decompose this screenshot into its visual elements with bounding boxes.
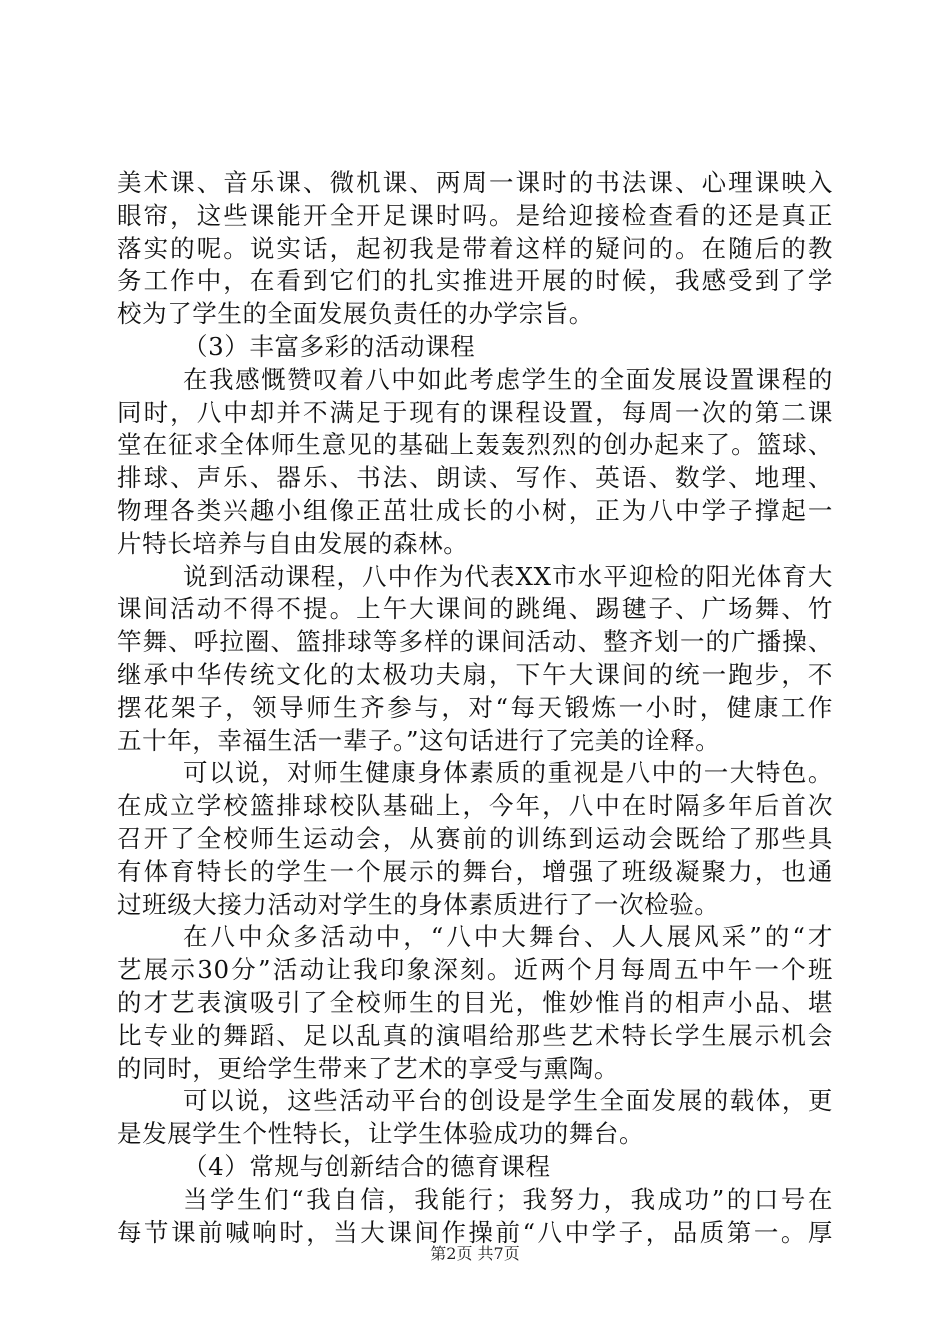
paragraph xyxy=(117,1184,833,1250)
text-line: 说到活动课程，八中作为代表XX市水平迎检的阳光体育大 xyxy=(183,561,833,591)
text-line: 在八中众多活动中，“八中大舞台、人人展风采”的“才 xyxy=(183,922,833,952)
text-line: 比专业的舞蹈、足以乱真的演唱给那些艺术特长学生展示机会 xyxy=(117,1020,833,1050)
text-line: 校为了学生的全面发展负责任的办学宗旨。 xyxy=(117,299,594,329)
paragraph xyxy=(117,1085,833,1151)
text-line: 可以说，对师生健康身体素质的重视是八中的一大特色。 xyxy=(183,758,833,788)
text-line: （4）常规与创新结合的德育课程 xyxy=(183,1151,551,1181)
text-line: 可以说，这些活动平台的创设是学生全面发展的载体，更 xyxy=(183,1086,833,1116)
text-line: 眼帘，这些课能开全开足课时吗。是给迎接检查看的还是真正 xyxy=(117,200,833,230)
text-line: 的同时，更给学生带来了艺术的享受与熏陶。 xyxy=(117,1053,619,1083)
text-line: 每节课前喊响时，当大课间作操前“八中学子，品质第一。厚 xyxy=(117,1217,833,1247)
text-line: 片特长培养与自由发展的森林。 xyxy=(117,528,469,558)
text-line: 同时，八中却并不满足于现有的课程设置，每周一次的第二课 xyxy=(117,397,833,427)
paragraph xyxy=(117,757,833,921)
text-line: 摆花架子，领导师生齐参与，对“每天锻炼一小时，健康工作 xyxy=(117,692,833,722)
text-line: 务工作中，在看到它们的扎实推进开展的时候，我感受到了学 xyxy=(117,266,833,296)
text-line: 的才艺表演吸引了全校师生的目光，惟妙惟肖的相声小品、堪 xyxy=(117,987,833,1017)
text-line: 物理各类兴趣小组像正茁壮成长的小树，正为八中学子撑起一 xyxy=(117,495,833,525)
text-line: 有体育特长的学生一个展示的舞台，增强了班级凝聚力，也通 xyxy=(117,856,833,886)
text-line: 堂在征求全体师生意见的基础上轰轰烈烈的创办起来了。篮球、 xyxy=(117,430,833,460)
text-line: 继承中华传统文化的太极功夫扇，下午大课间的统一跑步，不 xyxy=(117,659,833,689)
text-line: 召开了全校师生运动会，从赛前的训练到运动会既给了那些具 xyxy=(117,823,833,853)
text-line: （3）丰富多彩的活动课程 xyxy=(183,331,476,361)
text-line: 过班级大接力活动对学生的身体素质进行了一次检验。 xyxy=(117,889,720,919)
text-line: 课间活动不得不提。上午大课间的跳绳、踢毽子、广场舞、竹 xyxy=(117,594,833,624)
text-line: 艺展示30分”活动让我印象深刻。近两个月每周五中午一个班 xyxy=(117,955,833,985)
page-footer: 第2页 共7页 xyxy=(430,1244,520,1263)
text-line: 当学生们“我自信，我能行；我努力，我成功”的口号在 xyxy=(183,1184,833,1214)
text-line: 五十年，幸福生活一辈子。”这句话进行了完美的诠释。 xyxy=(117,725,721,755)
text-line: 落实的呢。说实话，起初我是带着这样的疑问的。在随后的教 xyxy=(117,233,833,263)
paragraph xyxy=(117,167,833,331)
text-line: 美术课、音乐课、微机课、两周一课时的书法课、心理课映入 xyxy=(117,168,833,197)
paragraph xyxy=(117,561,833,758)
body-text xyxy=(117,167,833,1249)
section-heading xyxy=(117,331,833,364)
paragraph xyxy=(117,364,833,561)
text-line: 是发展学生个性特长，让学生体验成功的舞台。 xyxy=(117,1119,645,1149)
section-heading xyxy=(117,1151,833,1184)
text-line: 在成立学校篮排球校队基础上，今年，八中在时隔多年后首次 xyxy=(117,791,833,821)
paragraph xyxy=(117,921,833,1085)
text-line: 竿舞、呼拉圈、篮排球等多样的课间活动、整齐划一的广播操、 xyxy=(117,627,833,657)
text-line: 在我感慨赞叹着八中如此考虑学生的全面发展设置课程的 xyxy=(183,364,833,394)
text-line: 排球、声乐、器乐、书法、朗读、写作、英语、数学、地理、 xyxy=(117,463,833,493)
